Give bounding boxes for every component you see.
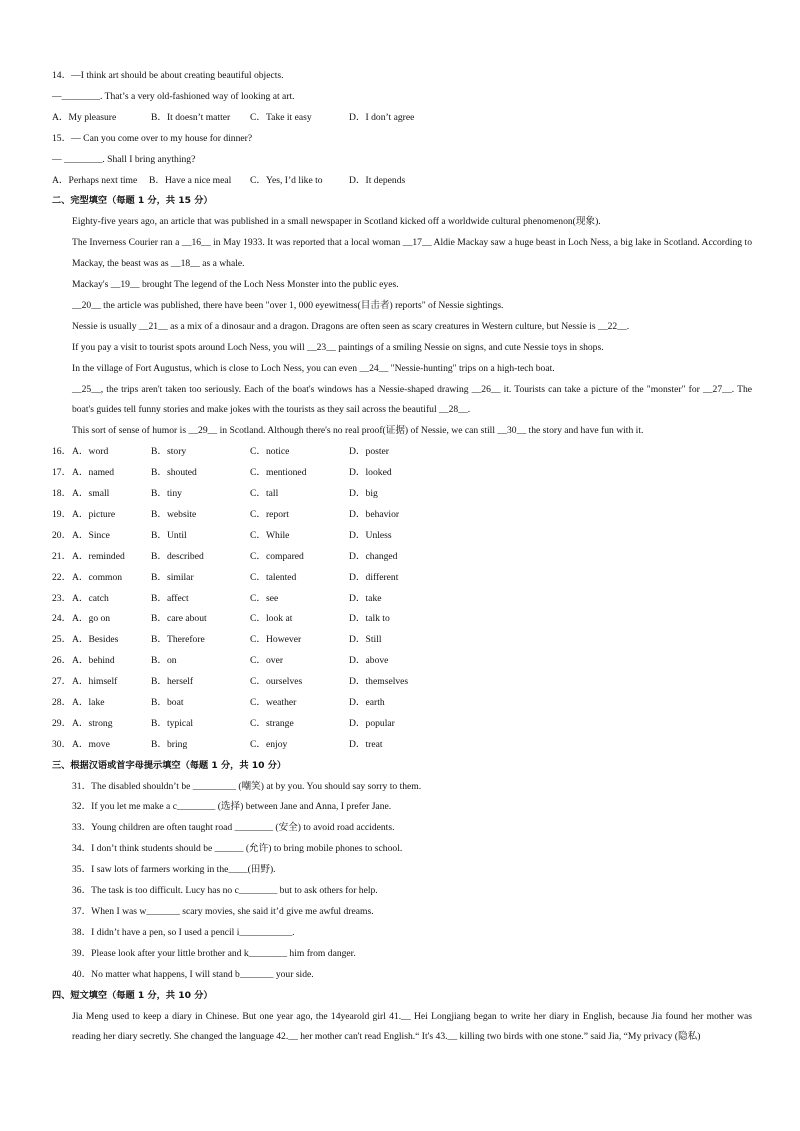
option-c: C．talented	[250, 571, 297, 583]
option-c: C．While	[250, 529, 290, 541]
option-b: B．herself	[151, 676, 194, 688]
option-a: A．picture	[72, 508, 116, 520]
cloze-question-row	[52, 547, 752, 568]
fill-blank-item: 38．I didn’t have a pen, so I used a pencil i___________.	[72, 926, 295, 938]
section2-header: 二、完型填空（每题 1 分，共 15 分）	[52, 195, 213, 207]
question-number: 26．	[52, 655, 72, 667]
option-c: C．notice	[250, 446, 290, 458]
option-c: C．enjoy	[250, 738, 288, 750]
passage-paragraph: __25__, the trips aren't taken too seriously. Each of the boat's windows has a Nessie-shaped drawing __26__ it. Tourists can take a picture of the "monster" for __27__. The boat's guides tell funny stories and make jokes with the tourists as they sail across the beautiful __28__.	[72, 383, 752, 416]
option-a: A．Besides	[72, 634, 119, 646]
option-b: B．story	[151, 446, 187, 458]
option-a: A．reminded	[72, 550, 125, 562]
option-a: A．behind	[72, 655, 115, 667]
fill-blank-item: 33．Young children are often taught road ________ (安全) to avoid road accidents.	[72, 822, 395, 834]
option-b: B．Until	[151, 529, 187, 541]
passage-paragraph: Eighty-five years ago, an article that was published in a small newspaper in Scotland kicked off a worldwide cultural phenomenon(现象).	[72, 216, 601, 228]
question-number: 24．	[52, 613, 72, 625]
question-number: 30．	[52, 738, 72, 750]
option-b: B．care about	[151, 613, 207, 625]
option-b: B．typical	[151, 717, 194, 729]
cloze-options-list	[52, 442, 752, 755]
option-d: D．themselves	[349, 676, 409, 688]
option-c: C．weather	[250, 696, 297, 708]
option-a: A．small	[72, 488, 110, 500]
option-d: D．earth	[349, 696, 385, 708]
option-b: B．tiny	[151, 488, 182, 500]
option-d: D．talk to	[349, 613, 390, 625]
option-c: C．mentioned	[250, 467, 307, 479]
option-a: A．himself	[72, 676, 118, 688]
option-c: C．tall	[250, 488, 279, 500]
question-number: 23．	[52, 592, 72, 604]
question-number: 27．	[52, 676, 72, 688]
question-number: 17．	[52, 467, 72, 479]
passage-paragraph: This sort of sense of humor is __29__ in Scotland. Although there's no real proof(证据) of Nessie, we can still __30__ the story and have fun with it.	[72, 425, 644, 437]
option-a: A．move	[72, 738, 110, 750]
q15-reply: — ________. Shall I bring anything?	[52, 153, 196, 165]
passage-paragraph: Nessie is usually __21__ as a mix of a dinosaur and a dragon. Dragons are often seen as scary creatures in Western culture, but Nessie is __22__.	[72, 320, 630, 332]
section4-paragraph: Jia Meng used to keep a diary in Chinese. But one year ago, the 14yearold girl 41.__ Hei Longjiang began to write her diary in English, because Jia found her mother was reading her diary secretly. She changed the language 42.__ her mother can't read English.“ It's 43.__ killing two birds with one stone.” said Jia, “My privacy (隐私)	[72, 1010, 752, 1043]
option-d: D．treat	[349, 738, 383, 750]
option-b: B．affect	[151, 592, 189, 604]
question-number: 25．	[52, 634, 72, 646]
q15-option-d: D．It depends	[349, 174, 406, 186]
fill-blank-item: 39．Please look after your little brother and k________ him from danger.	[72, 947, 356, 959]
option-b: B．similar	[151, 571, 194, 583]
q15-option-b: B．Have a nice meal	[149, 174, 232, 186]
option-c: C．ourselves	[250, 676, 303, 688]
q14-option-a: A．My pleasure	[52, 111, 117, 123]
q15-option-a: A．Perhaps next time	[52, 174, 138, 186]
cloze-question-row	[52, 442, 752, 463]
cloze-question-row	[52, 609, 752, 630]
cloze-question-row	[52, 568, 752, 589]
cloze-question-row	[52, 672, 752, 693]
q14-options	[52, 108, 752, 129]
option-d: D．take	[349, 592, 382, 604]
question-number: 29．	[52, 717, 72, 729]
question-number: 20．	[52, 529, 72, 541]
fill-blank-item: 35．I saw lots of farmers working in the____(田野).	[72, 864, 276, 876]
exam-page	[52, 66, 752, 1048]
section4-header: 四、短文填空（每题 1 分，共 10 分）	[52, 989, 213, 1001]
passage-paragraph: The Inverness Courier ran a __16__ in May 1933. It was reported that a local woman __17__ Aldie Mackay saw a huge beast in Loch Ness, a big lake in Scotland. According to Mackay, the beast was as __18__ as a whale.	[72, 237, 752, 270]
option-a: A．common	[72, 571, 123, 583]
option-a: A．Since	[72, 529, 110, 541]
option-b: B．shouted	[151, 467, 197, 479]
option-a: A．strong	[72, 717, 113, 729]
cloze-question-row	[52, 463, 752, 484]
option-c: C．see	[250, 592, 279, 604]
option-d: D．changed	[349, 550, 398, 562]
option-d: D．big	[349, 488, 378, 500]
option-c: C．strange	[250, 717, 294, 729]
option-d: D．Unless	[349, 529, 392, 541]
passage-paragraph: In the village of Fort Augustus, which is close to Loch Ness, you can even __24__ "Nessie-hunting" trips on a high-tech boat.	[72, 362, 555, 374]
question-number: 21．	[52, 550, 72, 562]
option-a: A．lake	[72, 696, 105, 708]
option-c: C．However	[250, 634, 302, 646]
passage-paragraph: If you pay a visit to tourist spots around Loch Ness, you will __23__ paintings of a smiling Nessie on signs, and cute Nessie toys in shops.	[72, 341, 604, 353]
option-a: A．word	[72, 446, 109, 458]
fill-blank-item: 34．I don’t think students should be ______ (允许) to bring mobile phones to school.	[72, 843, 403, 855]
q14-option-d: D．I don’t agree	[349, 111, 415, 123]
question-number: 28．	[52, 696, 72, 708]
cloze-question-row	[52, 505, 752, 526]
q15-options	[52, 171, 752, 192]
q14-option-c: C．Take it easy	[250, 111, 312, 123]
q15-option-c: C．Yes, I’d like to	[250, 174, 323, 186]
option-b: B．website	[151, 508, 197, 520]
option-d: D．Still	[349, 634, 382, 646]
passage-paragraph: __20__ the article was published, there have been "over 1, 000 eyewitness(目击者) reports" of Nessie sightings.	[72, 299, 504, 311]
option-c: C．compared	[250, 550, 304, 562]
option-d: D．popular	[349, 717, 395, 729]
question-number: 22．	[52, 571, 72, 583]
option-d: D．above	[349, 655, 389, 667]
cloze-question-row	[52, 693, 752, 714]
fill-blank-item: 36．The task is too difficult. Lucy has no c________ but to ask others for help.	[72, 885, 378, 897]
section3-header: 三、根据汉语或首字母提示填空（每题 1 分，共 10 分）	[52, 759, 287, 771]
cloze-question-row	[52, 526, 752, 547]
cloze-question-row	[52, 589, 752, 610]
option-d: D．poster	[349, 446, 389, 458]
option-a: A．catch	[72, 592, 109, 604]
fill-blank-item: 32．If you let me make a c________ (选择) between Jane and Anna, I prefer Jane.	[72, 801, 392, 813]
q14-stem: 14．—I think art should be about creating beautiful objects.	[52, 70, 284, 81]
option-b: B．Therefore	[151, 634, 205, 646]
cloze-question-row	[52, 735, 752, 756]
option-b: B．described	[151, 550, 204, 562]
cloze-question-row	[52, 484, 752, 505]
option-c: C．report	[250, 508, 289, 520]
question-number: 16．	[52, 446, 72, 458]
passage-paragraph: Mackay's __19__ brought The legend of the Loch Ness Monster into the public eyes.	[72, 279, 399, 291]
option-b: B．bring	[151, 738, 188, 750]
q15-stem: 15．— Can you come over to my house for dinner?	[52, 132, 253, 144]
q14-option-b: B．It doesn’t matter	[151, 111, 231, 123]
option-d: D．looked	[349, 467, 392, 479]
option-c: C．over	[250, 655, 284, 667]
option-a: A．named	[72, 467, 115, 479]
question-number: 19．	[52, 508, 72, 520]
option-b: B．boat	[151, 696, 184, 708]
option-c: C．look at	[250, 613, 293, 625]
option-d: D．behavior	[349, 508, 400, 520]
fill-blank-item: 40．No matter what happens, I will stand b_______ your side.	[72, 968, 314, 980]
option-b: B．on	[151, 655, 177, 667]
fill-blank-item: 37．When I was w_______ scary movies, she said it’d give me awful dreams.	[72, 905, 374, 917]
cloze-question-row	[52, 630, 752, 651]
option-a: A．go on	[72, 613, 111, 625]
fill-blank-item: 31．The disabled shouldn’t be _________ (嘲笑) at by you. You should say sorry to them.	[72, 780, 422, 792]
question-number: 18．	[52, 488, 72, 500]
cloze-question-row	[52, 714, 752, 735]
option-d: D．different	[349, 571, 399, 583]
cloze-question-row	[52, 651, 752, 672]
q14-reply: —________. That’s a very old-fashioned way of looking at art.	[52, 90, 295, 102]
